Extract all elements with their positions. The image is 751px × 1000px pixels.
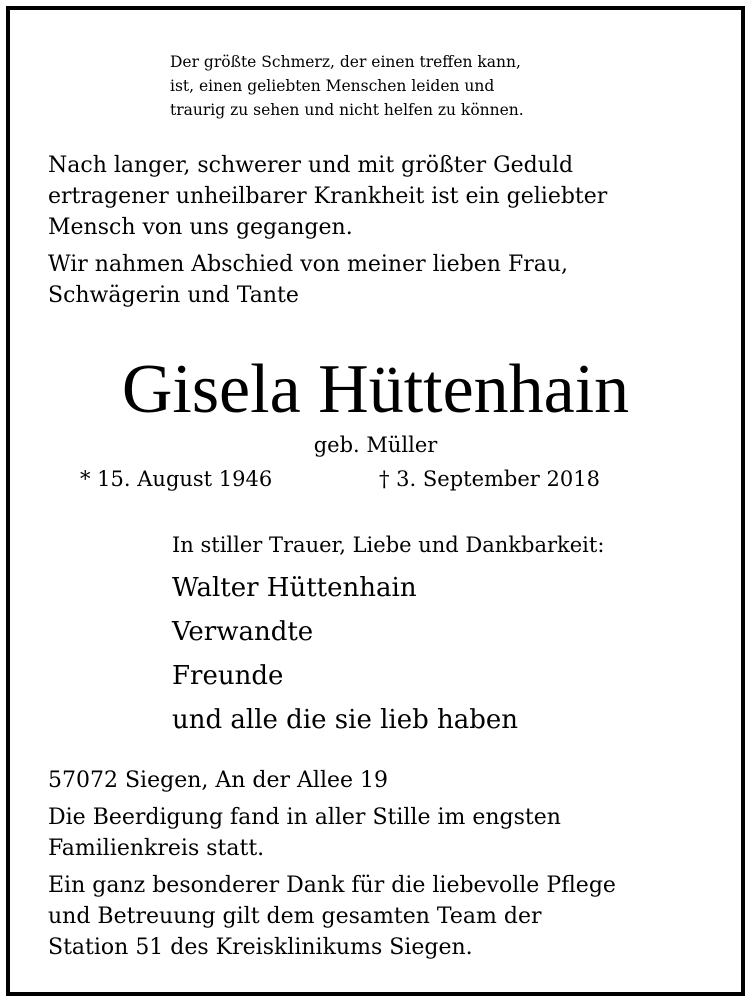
intro-line: Nach langer, schwerer und mit größter Geduld	[48, 153, 574, 178]
motto-line: ist, einen geliebten Menschen leiden und	[170, 77, 495, 95]
mourner-item: Walter Hüttenhain	[172, 573, 417, 603]
closing-line: Familienkreis statt.	[48, 836, 265, 861]
mourner-item: und alle die sie lieb haben	[172, 705, 519, 735]
intro-line: Wir nahmen Abschied von meiner lieben Frau,	[48, 252, 569, 277]
death-date: † 3. September 2018	[379, 467, 600, 491]
motto-line: traurig zu sehen und nicht helfen zu können.	[170, 101, 524, 119]
deceased-name: Gisela Hüttenhain	[121, 351, 630, 428]
closing-line: Ein ganz besonderer Dank für die liebevolle Pflege	[48, 873, 616, 898]
mourners-list	[172, 566, 518, 742]
mourners-heading: In stiller Trauer, Liebe und Dankbarkeit:	[172, 533, 605, 557]
motto-line: Der größte Schmerz, der einen treffen kann,	[170, 53, 521, 71]
intro-line: Mensch von uns gegangen.	[48, 215, 353, 240]
mourner-item: Verwandte	[172, 617, 314, 647]
closing-text	[48, 802, 616, 963]
intro-line: ertragener unheilbarer Krankheit ist ein geliebter	[48, 184, 608, 209]
obituary-notice	[6, 6, 745, 996]
intro-line: Schwägerin und Tante	[48, 283, 299, 308]
maiden-name: geb. Müller	[313, 433, 438, 457]
closing-line: und Betreuung gilt dem gesamten Team der	[48, 904, 542, 929]
motto-verse	[170, 50, 524, 122]
closing-line: Die Beerdigung fand in aller Stille im engsten	[48, 805, 561, 830]
address: 57072 Siegen, An der Allee 19	[48, 768, 389, 793]
intro-text	[48, 150, 607, 311]
closing-line: Station 51 des Kreisklinikums Siegen.	[48, 935, 473, 960]
birth-date: * 15. August 1946	[80, 467, 273, 491]
mourner-item: Freunde	[172, 661, 284, 691]
